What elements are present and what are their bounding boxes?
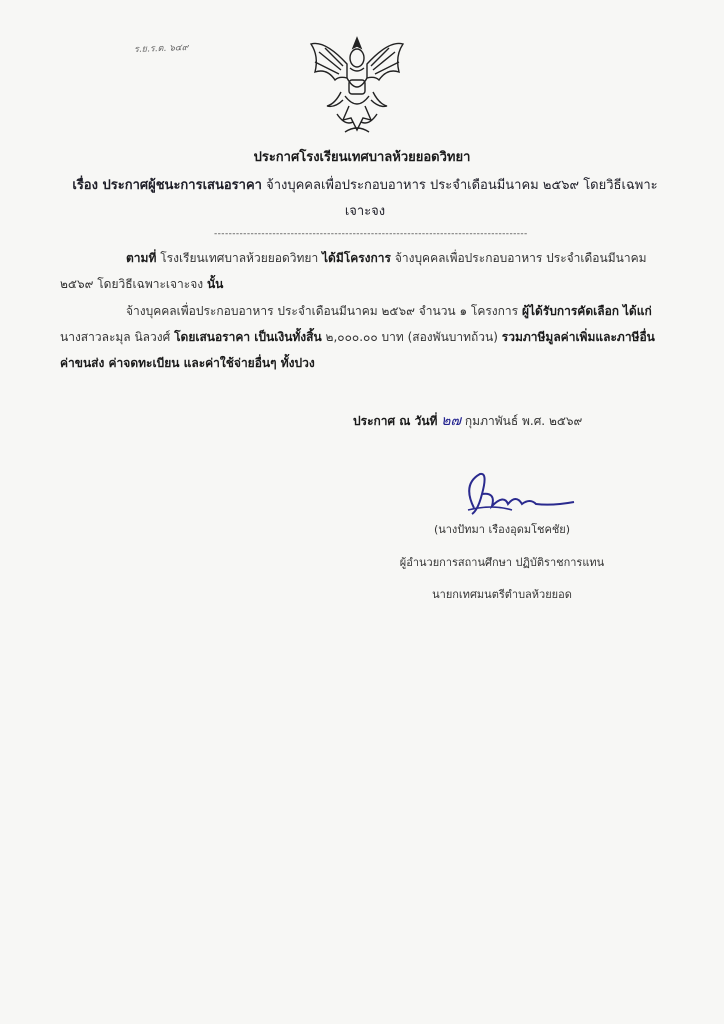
p2-detail: จ้างบุคคลเพื่อประกอบอาหาร ประจำเดือนมีนาคม ๒๕๖๙ จำนวน ๑ โครงการ: [126, 304, 519, 318]
announcement-subject: [60, 173, 670, 225]
p2-selected: ผู้ได้รับการคัดเลือก: [521, 304, 620, 318]
p1-detail: จ้างบุคคลเพื่อประกอบอาหาร ประจำเดือนมีนาคม ๒๕๖๙ โดยวิธีเฉพาะเจาะจง: [60, 251, 647, 291]
p1-lead: ตามที่: [126, 251, 157, 265]
signer-position: ผู้อำนวยการสถานศึกษา ปฏิบัติราชการแทน: [399, 556, 605, 569]
garuda-emblem-icon: [305, 34, 409, 138]
signer-name: (นางปัทมา เรืองอุดมโชคชัย): [433, 523, 571, 536]
p1-org: โรงเรียนเทศบาลห้วยยอดวิทยา: [160, 251, 319, 265]
p2-bid: โดยเสนอราคา เป็นเงินทั้งสิ้น: [174, 330, 322, 344]
handwritten-signature: [452, 464, 582, 524]
date-day: ๒๗: [441, 413, 462, 429]
p2-winner: นางสาวละมุล นิลวงศ์: [60, 330, 171, 344]
subject-label: เรื่อง ประกาศผู้ชนะการเสนอราคา: [72, 178, 262, 193]
subject-text: จ้างบุคคลเพื่อประกอบอาหาร ประจำเดือนมีนาคม ๒๕๖๙ โดยวิธีเฉพาะเจาะจง: [266, 178, 658, 219]
date-month-year: กุมภาพันธ์ พ.ศ. ๒๕๖๙: [464, 414, 583, 428]
p2-amount: ๒,๐๐๐.๐๐ บาท (สองพันบาทถ้วน): [325, 330, 498, 344]
paragraph-background: [60, 245, 670, 297]
separator-line: --------------------------------------------------------------------------------------: [214, 229, 528, 239]
p2-got: ได้แก่: [622, 304, 652, 318]
p1-has-project: ได้มีโครงการ: [322, 251, 391, 265]
date-prefix: ประกาศ ณ วันที่: [353, 414, 438, 428]
p1-end: นั้น: [206, 277, 224, 291]
paragraph-result: [60, 298, 670, 376]
handwritten-note: ร.ย.ร.ต. ๖๔๙: [133, 43, 189, 55]
announcement-date: [353, 410, 582, 432]
announcement-title: ประกาศโรงเรียนเทศบาลห้วยยอดวิทยา: [253, 150, 471, 165]
p2-tax: รวมภาษีมูลค่าเพิ่มและภาษีอื่น ค่าขนส่ง ค่าจดทะเบียน และค่าใช้จ่ายอื่นๆ ทั้งปวง: [60, 330, 655, 370]
signer-on-behalf: นายกเทศมนตรีตำบลห้วยยอด: [432, 588, 572, 601]
